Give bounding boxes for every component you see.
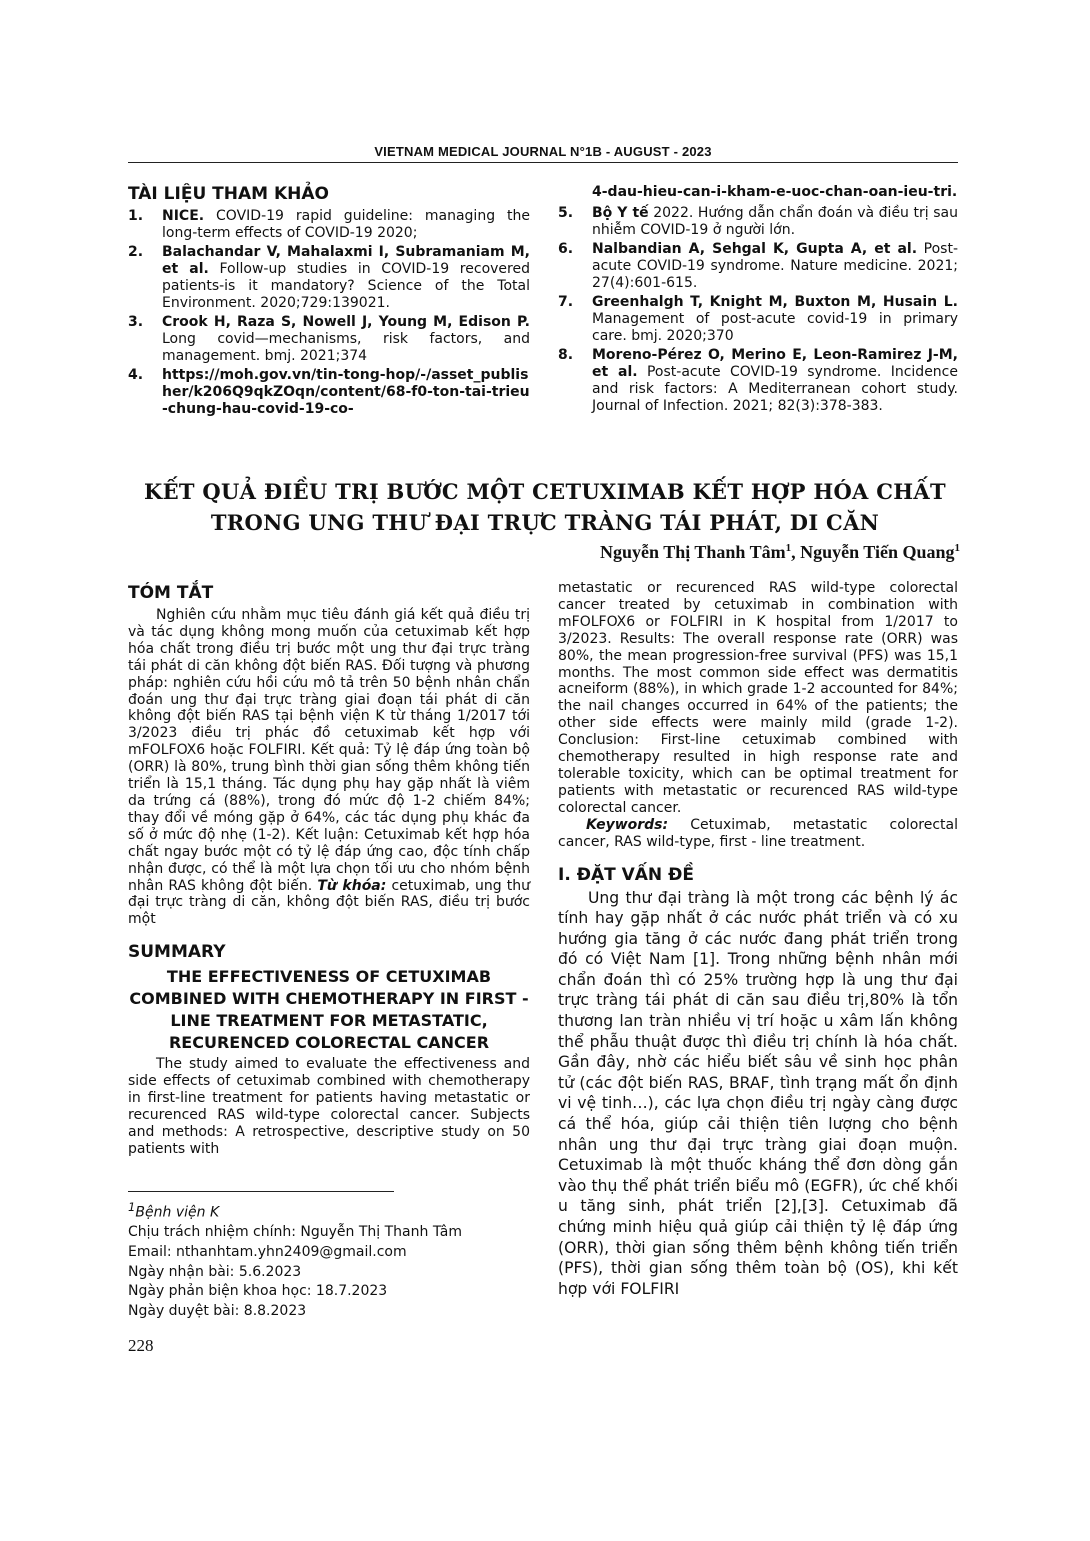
abstract-vi-paragraph: Nghiên cứu nhằm mục tiêu đánh giá kết quả điều trị và tác dụng không mong muốn của cetuximab kết hợp hóa chất trong điều trị bước một ung thư đại trực tràng tái phát di căn không đột biến RAS. Đối tượng và phương pháp: nghiên cứu hồi cứu mô tả trên 50 bệnh nhân chẩn đoán ung thư đại trực tràng giai đoạn tái phát di căn không đột biến RAS tại bệnh viện K từ tháng 1/2017 tới 3/2023 điều trị phác đồ cetuximab kết hợp với mFOLFOX6 hoặc FOLFIRI. Kết quả: Tỷ lệ đáp ứng toàn bộ (ORR) là 80%, trung bình thời gian sống thêm không tiến triển là 15,1 tháng. Tác dụng phụ hay gặp nhất là viêm da trứng cá (88%), trong đó mức độ 1-2 chiếm 84%; thay đổi về móng gặp ở 64%, các tác dụng phụ khác đa số ở mức độ nhẹ (1-2). Kết luận: Cetuximab kết hợp hóa chất ngay bước một có tỷ lệ đáp ứng cao, độc tính chấp nhận được, có thể là một lựa chọn tối ưu cho nhóm bệnh nhân RAS không đột biến. Từ khóa: cetuximab, ung thư đại trực tràng di căn, không đột biến RAS, điều trị bước một <box>128 607 530 928</box>
body-right-column <box>558 580 958 1299</box>
page-number: 228 <box>128 1336 154 1355</box>
intro-paragraph: Ung thư đại tràng là một trong các bệnh lý ác tính hay gặp nhất ở các nước phát triển và có xu hướng gia tăng ở các nước đang phát triển trong đó có Việt Nam [1]. Trong những bệnh nhân mới chẩn đoán thì có 25% trường hợp là ung thư đại trực tràng tái phát di căn sau điều trị,80% là tổn thương lan tràn nhiều vị trí hoặc u xâm lấn không thể phẫu thuật được thì điều trị chính là hóa chất. Gần đây, nhờ các hiểu biết sâu về sinh học phân tử (các đột biến RAS, BRAF, tình trạng mất ổn định vi vệ tinh…), các lựa chọn điều trị ngày càng được cá thể hóa, giúp cải thiện tiên lượng cho bệnh nhân ung thư đại trực tràng giai đoạn muộn. Cetuximab là một thuốc kháng thể đơn dòng gắn vào thụ thể phát triển biểu mô (EGFR), ức chế khối u tăng sinh, phát triển [2],[3]. Cetuximab đã chứng minh hiệu quả giúp cải thiện tỷ lệ đáp ứng (ORR), thời gian sống thêm bệnh không tiến triển (PFS), thời gian sống thêm toàn bộ (OS), khi kết hợp với FOLFIRI <box>558 888 958 1298</box>
references-list-right <box>558 184 958 415</box>
reference-item: 7. Greenhalgh T, Knight M, Buxton M, Husain L. Management of post-acute covid-19 in primary care. bmj. 2020;370 <box>558 294 958 344</box>
review-date: Ngày phản biện khoa học: 18.7.2023 <box>128 1283 388 1300</box>
summary-title: SUMMARY <box>128 942 226 963</box>
references-left-column <box>128 184 530 420</box>
body-left-column <box>128 583 530 1158</box>
received-date: Ngày nhận bài: 5.6.2023 <box>128 1263 302 1280</box>
author-name: Nguyễn Tiến Quang <box>800 542 955 562</box>
footnote-rule <box>128 1191 394 1192</box>
references-title: TÀI LIỆU THAM KHẢO <box>128 184 329 204</box>
journal-header: VIETNAM MEDICAL JOURNAL N°1B - AUGUST - 2023 <box>374 144 712 159</box>
article-title-line2: TRONG UNG THƯ ĐẠI TRỰC TRÀNG TÁI PHÁT, DI CĂN <box>210 510 880 535</box>
reference-url-link-continued[interactable]: 4-dau-hieu-can-i-kham-e-uoc-chan-oan-ieu-tri. <box>592 184 958 200</box>
affiliation-footnote: $^1$Bệnh viện K <box>128 1200 220 1221</box>
article-title-line1: KẾT QUẢ ĐIỀU TRỊ BƯỚC MỘT CETUXIMAB KẾT HỢP HÓA CHẤT <box>144 479 946 504</box>
author-email: Email: nthanhtam.yhn2409@gmail.com <box>128 1244 407 1261</box>
summary-keywords: Keywords: Cetuximab, metastatic colorectal cancer, RAS wild-type, first - line treatment. <box>558 816 958 850</box>
author-name: Nguyễn Thị Thanh Tâm <box>600 542 786 562</box>
article-authors: Nguyễn Thị Thanh Tâm$^1$, Nguyễn Tiến Quang$^1$ <box>600 542 960 562</box>
reference-item: 8. Moreno-Pérez O, Merino E, Leon-Ramirez J-M, et al. Post-acute COVID-19 syndrome. Incidence and risk factors: A Mediterranean cohort study. Journal of Infection. 2021; 82(3):378-383. <box>558 347 958 414</box>
reference-url-link[interactable]: https://moh.gov.vn/tin-tong-hop/-/asset_publisher/k206Q9qkZOqn/content/68-f0-ton-tai-trieu-chung-hau-covid-19-co- <box>162 367 530 417</box>
summary-paragraph-right: metastatic or recurenced RAS wild-type colorectal cancer treated by cetuximab in combination with mFOLFOX6 or FOLFIRI in K hospital from 1/2017 to 3/2023. Results: The overall response rate (ORR) was 80%, the mean progression-free survival (PFS) was 15,1 months. The most common side effect was dermatitis acneiform (88%), in which grade 1-2 accounted for 84%; the nail changes occurred in 64% of the patients; the other side effects were mainly mild (grade 1-2). Conclusion: First-line cetuximab combined with chemotherapy resulted in high response rate and tolerable toxicity, which can be optimal treatment for patients with metastatic or recurenced RAS wild-type colorectal cancer. <box>558 580 958 816</box>
keywords-label-vi: Từ khóa: <box>317 877 387 894</box>
abstract-vi-title: TÓM TẮT <box>128 583 214 603</box>
summary-english-title: THE EFFECTIVENESS OF CETUXIMAB COMBINED WITH CHEMOTHERAPY IN FIRST - LINE TREATMENT FOR METASTATIC, RECURENCED COLORECTAL CANCER <box>129 967 529 1053</box>
summary-paragraph-left: The study aimed to evaluate the effectiveness and side effects of cetuximab combined with chemotherapy in first-line treatment for patients having metastatic or recurenced RAS wild-type colorectal cancer. Subjects and methods: A retrospective, descriptive study on 50 patients with <box>128 1056 530 1157</box>
reference-item: 1. NICE. COVID-19 rapid guideline: managing the long-term effects of COVID-19 2020; <box>128 208 530 241</box>
keywords-label-en: Keywords: <box>586 816 669 833</box>
affiliation-mark: 1 <box>954 542 960 554</box>
reference-item: 5. Bộ Y tế 2022. Hướng dẫn chẩn đoán và điều trị sau nhiễm COVID-19 ở người lớn. <box>558 205 958 238</box>
references-right-column <box>558 184 958 417</box>
responsible-author: Chịu trách nhiệm chính: Nguyễn Thị Thanh Tâm <box>128 1224 462 1241</box>
accepted-date: Ngày duyệt bài: 8.8.2023 <box>128 1303 307 1320</box>
footnotes <box>128 1198 462 1322</box>
reference-item: 3. Crook H, Raza S, Nowell J, Young M, Edison P. Long covid—mechanisms, risk factors, and management. bmj. 2021;374 <box>128 314 530 364</box>
references-list-left <box>128 208 530 418</box>
intro-title: I. ĐẶT VẤN ĐỀ <box>558 864 694 885</box>
reference-item: 2. Balachandar V, Mahalaxmi I, Subramaniam M, et al. Follow-up studies in COVID-19 recovered patients-is it mandatory? Science of the Total Environment. 2020;729:139021. <box>128 244 530 311</box>
reference-item-continued <box>558 184 958 201</box>
reference-item: 6. Nalbandian A, Sehgal K, Gupta A, et al. Post-acute COVID-19 syndrome. Nature medicine. 2021; 27(4):601-615. <box>558 241 958 291</box>
header-rule <box>128 162 958 163</box>
affiliation-mark: 1 <box>785 542 792 554</box>
reference-item: 4. https://moh.gov.vn/tin-tong-hop/-/asset_publisher/k206Q9qkZOqn/content/68-f0-ton-tai-trieu-chung-hau-covid-19-co- <box>128 367 530 417</box>
article-title <box>110 476 980 538</box>
